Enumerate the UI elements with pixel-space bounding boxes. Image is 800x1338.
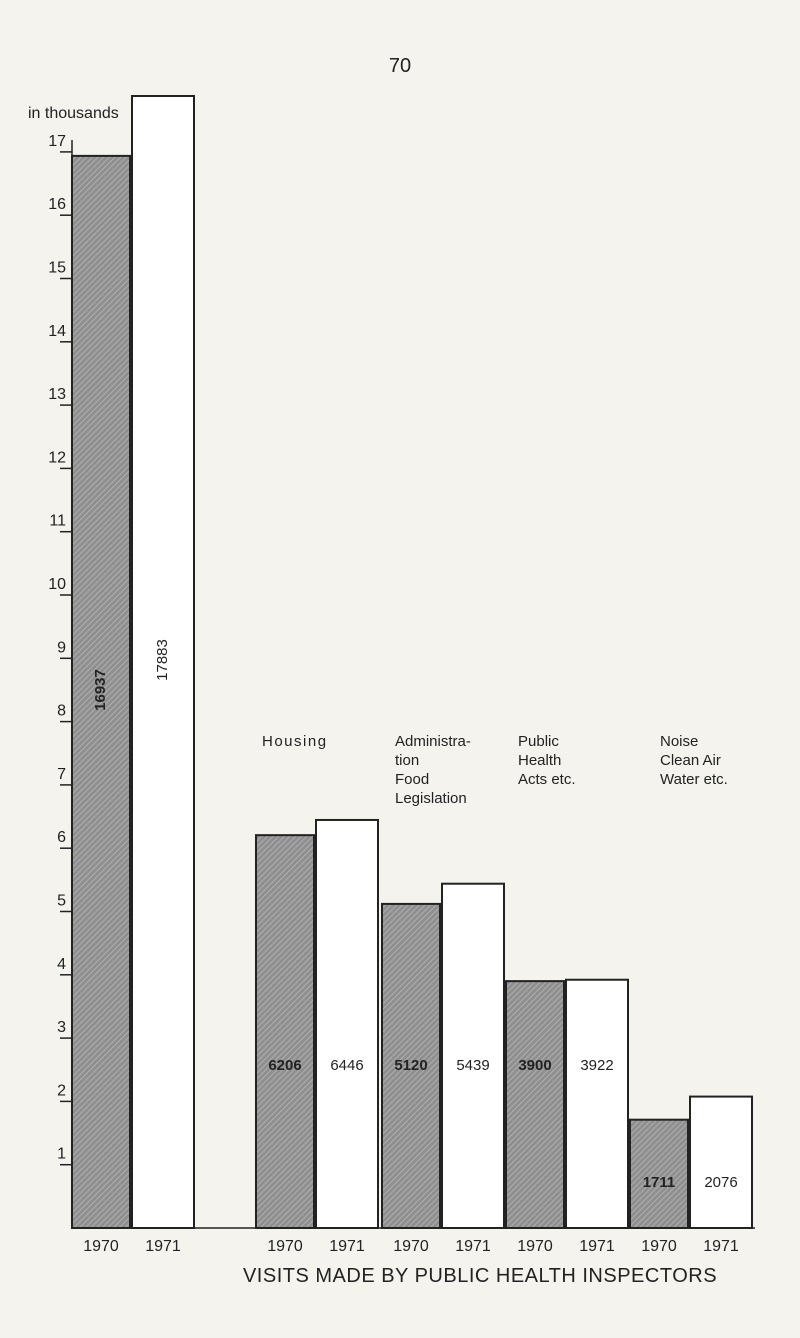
bar-1971: [316, 820, 378, 1228]
y-tick-label: 13: [48, 386, 66, 404]
y-tick-label: 5: [57, 892, 66, 910]
x-tick-label: 1970: [267, 1238, 303, 1255]
x-tick-label: 1971: [145, 1238, 181, 1255]
x-tick-label: 1970: [641, 1238, 677, 1255]
y-tick-label: 4: [57, 955, 66, 973]
page-number: 70: [388, 55, 412, 77]
y-tick-label: 2: [57, 1082, 66, 1100]
x-tick-label: 1970: [83, 1238, 119, 1255]
bar-value-label: 6206: [268, 1057, 302, 1074]
bar-value-label: 6446: [330, 1057, 364, 1074]
y-tick-label: 10: [48, 576, 66, 593]
bar-value-label: 3922: [580, 1057, 614, 1074]
bar-value-label: 1711: [642, 1174, 676, 1191]
y-tick-label: 16: [48, 196, 66, 214]
x-tick-label: 1970: [517, 1238, 553, 1255]
y-tick-label: 14: [48, 322, 66, 340]
bar-value-label: 2076: [704, 1174, 738, 1191]
category-label: Housing: [262, 733, 328, 750]
x-tick-label: 1971: [703, 1238, 739, 1255]
y-tick-label: 1: [57, 1145, 66, 1163]
bar-value-label: 3900: [518, 1057, 552, 1074]
bar-1970: [506, 981, 564, 1228]
y-tick-label: 3: [57, 1019, 66, 1037]
y-tick-label: 6: [57, 829, 66, 847]
x-tick-label: 1971: [329, 1238, 365, 1255]
category-label: Administra- tion Food Legislation: [395, 733, 471, 807]
x-tick-label: 1970: [393, 1238, 429, 1255]
bar-1971: [690, 1097, 752, 1228]
category-label: Public Health Acts etc.: [518, 733, 576, 788]
y-tick-label: 8: [57, 702, 66, 720]
chart-caption: VISITS MADE BY PUBLIC HEALTH INSPECTORS: [242, 1265, 718, 1287]
y-tick-label: 12: [48, 449, 66, 467]
bar-value-label: 5120: [394, 1057, 428, 1074]
bar-value-label: 5439: [456, 1057, 490, 1074]
y-tick-label: 7: [57, 765, 66, 783]
x-tick-label: 1971: [579, 1238, 615, 1255]
y-tick-label: 9: [57, 639, 66, 657]
y-tick-label: 15: [48, 259, 66, 277]
bar-1971: [442, 884, 504, 1228]
y-axis-label: in thousands: [28, 105, 119, 122]
bar-1971: [566, 980, 628, 1228]
y-tick-label: 11: [49, 512, 66, 530]
x-tick-label: 1971: [455, 1238, 491, 1255]
bar-value-label: 16937: [91, 669, 109, 711]
category-label: Noise Clean Air Water etc.: [660, 733, 728, 788]
y-tick-label: 17: [48, 132, 66, 150]
bar-1970: [256, 835, 314, 1228]
bar-value-label: 17883: [153, 639, 171, 681]
